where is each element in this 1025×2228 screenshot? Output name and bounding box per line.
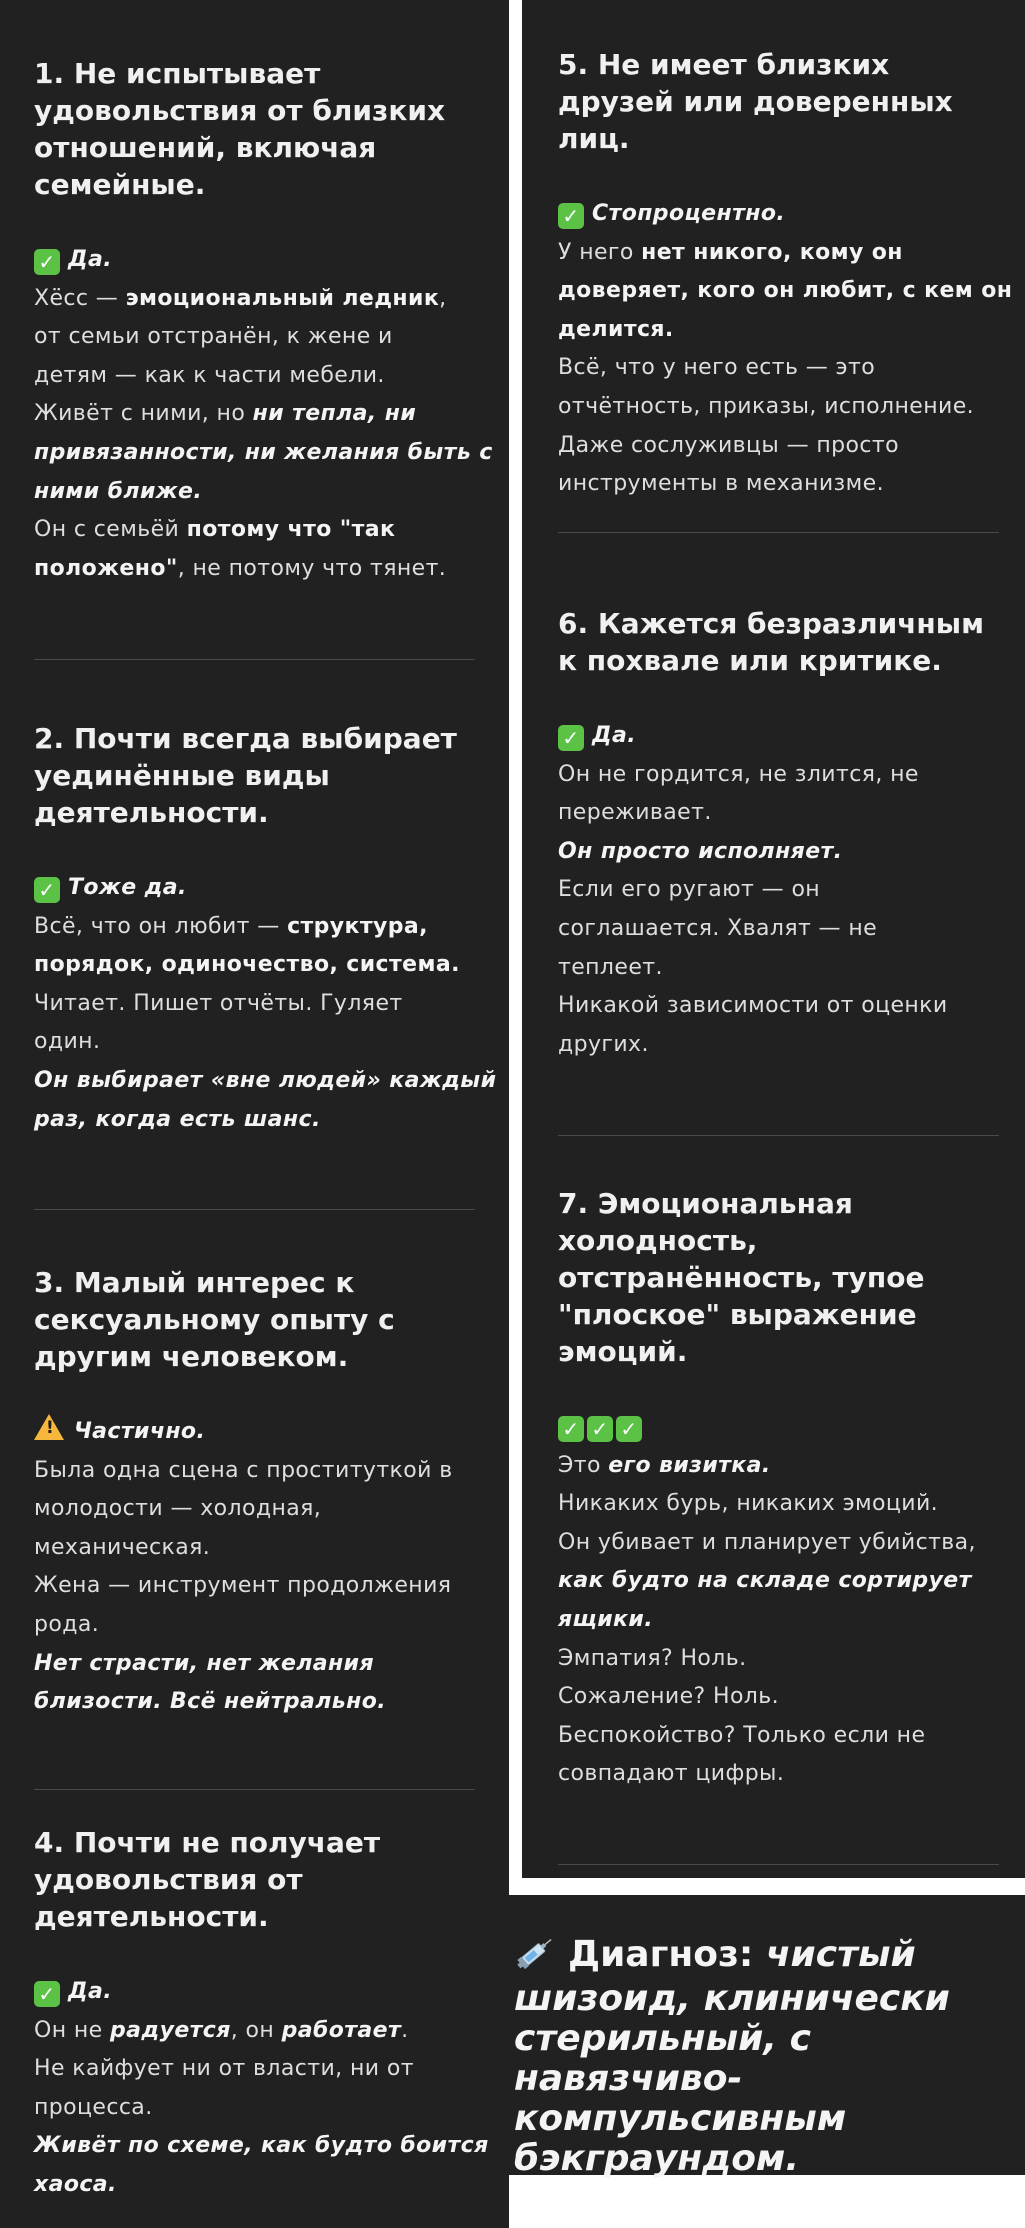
check-mark-icon: ✓ [558, 725, 584, 751]
syringe-icon [514, 1936, 556, 1979]
verdict: Да. [68, 1979, 112, 2004]
criterion-1-title: 1. Не испытывает удовольствия от близких отношений, включая семейные. [34, 57, 446, 201]
check-mark-icon: ✓ [587, 1416, 613, 1442]
criterion-6-body: ✓ Да. Он не гордится, не злится, не переживает. Он просто исполняет. Если его ругают — он соглашается. Хвалят — не теплеет. Никакой зависимости от оценки других. [558, 723, 948, 1057]
diagnosis-panel [509, 1895, 1025, 2179]
right-message-panel [522, 0, 1025, 1878]
divider [558, 532, 999, 533]
criterion-5-body: ✓ Стопроцентно. У него нет никого, кому он доверяет, кого он любит, с кем он делится. Всё, что у него есть — это отчётность, приказы, исполнение. Даже сослуживцы — просто инструменты в механизме. [558, 201, 1013, 497]
check-mark-icon: ✓ [558, 203, 584, 229]
criterion-4 [34, 1824, 489, 2205]
criterion-1 [34, 55, 493, 588]
criterion-6-title: 6. Кажется безразличным к похвале или критике. [558, 607, 984, 677]
divider [34, 659, 475, 660]
check-mark-icon: ✓ [34, 249, 60, 275]
verdict: Стопроцентно. [592, 201, 786, 226]
verdict: Тоже да. [68, 875, 187, 900]
criterion-3-title: 3. Малый интерес к сексуальному опыту с другим человеком. [34, 1266, 395, 1373]
criterion-4-body: ✓ Да. Он не радуется, он работает. Не кайфует ни от власти, ни от процесса. Живёт по схеме, как будто боится хаоса. [34, 1979, 489, 2197]
divider [558, 1135, 999, 1136]
check-mark-icon: ✓ [558, 1416, 584, 1442]
verdict: Да. [592, 723, 636, 748]
criterion-5 [558, 46, 1013, 504]
criterion-2 [34, 720, 497, 1139]
left-message-panel [0, 0, 509, 2228]
verdict: Частично. [74, 1419, 206, 1444]
criterion-3 [34, 1264, 474, 1722]
diagnosis-text: Диагноз: чистый шизоид, клинически стерильный, с навязчиво-компульсивным бэкграундом. [514, 1934, 950, 2179]
criterion-3-body: ! Частично. Была одна сцена с проституткой в молодости — холодная, механическая. Жена — инструмент продолжения рода. Нет страсти, нет желания близости. Всё нейтрально. [34, 1413, 474, 1722]
criterion-4-title: 4. Почти не получает удовольствия от деятельности. [34, 1826, 381, 1933]
divider [34, 1789, 475, 1790]
verdict: Да. [68, 247, 112, 272]
criterion-7-title: 7. Эмоциональная холодность, отстранённость, тупое "плоское" выражение эмоций. [558, 1187, 925, 1368]
check-mark-icon: ✓ [34, 877, 60, 903]
check-mark-icon: ✓ [616, 1416, 642, 1442]
criterion-2-title: 2. Почти всегда выбирает уединённые виды деятельности. [34, 722, 457, 829]
criterion-1-body: ✓ Да. Хёсс — эмоциональный ледник, от семьи отстранён, к жене и детям — как к части мебели. Живёт с ними, но ни тепла, ни привязанности, ни желания быть с ними ближе. Он с семьёй потому что "так положено", не потому что тянет. [34, 247, 493, 581]
criterion-6 [558, 605, 998, 1064]
warning-icon: ! [34, 1414, 64, 1440]
check-mark-icon: ✓ [34, 1981, 60, 2007]
criterion-7 [558, 1185, 998, 1794]
criterion-5-title: 5. Не имеет близких друзей или доверенных лиц. [558, 48, 953, 155]
divider [558, 1864, 999, 1865]
criterion-2-body: ✓ Тоже да. Всё, что он любит — структура, порядок, одиночество, система. Читает. Пишет отчёты. Гуляет один. Он выбирает «вне людей» каждый раз, когда есть шанс. [34, 875, 497, 1132]
criterion-7-body: ✓ ✓ ✓ Это его визитка. Никаких бурь, никаких эмоций. Он убивает и планирует убийства, как будто на складе сортирует ящики. Эмпатия? Ноль. Сожаление? Ноль. Беспокойство? Только если не совпадают цифры. [558, 1417, 976, 1787]
divider [34, 1209, 475, 1210]
